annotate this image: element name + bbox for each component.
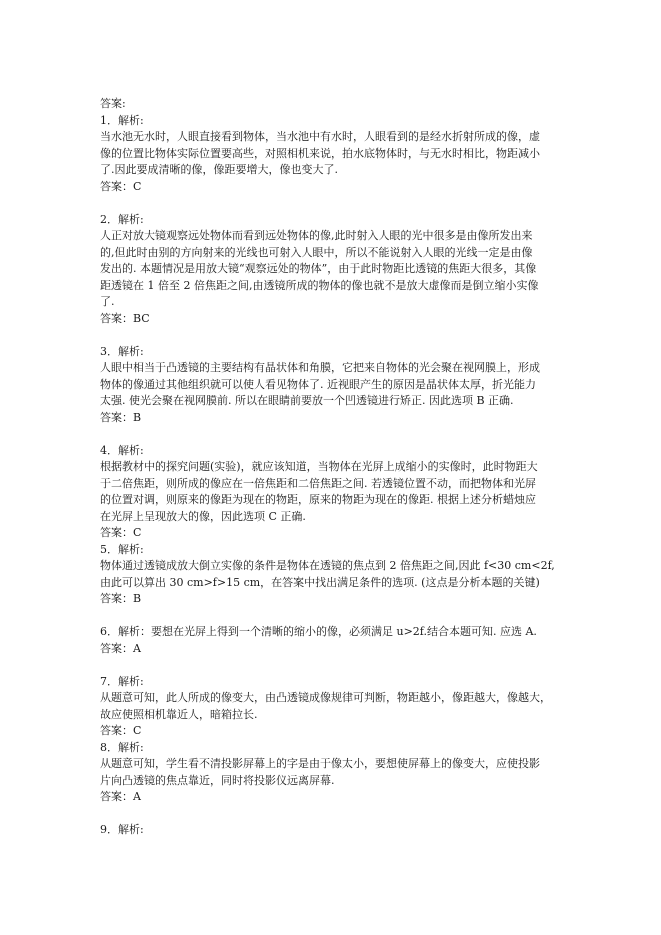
item-number: 6．解析：要想在光屏上得到一个清晰的缩小的像，必须满足 u>2f.结合本题可知. 应选 A. [100, 625, 537, 638]
item-number: 5．解析: [100, 542, 144, 556]
explanation-line: 发出的. 本题情况是用放大镜“观察远处的物体”，由于此时物距比透镜的焦距大很多，其像 [100, 262, 537, 275]
explanation-line: 了.因此要成清晰的像，像距要增大，像也变大了. [100, 163, 338, 176]
explanation-line: 在光屏上呈现放大的像，因此选项 C 正确. [100, 509, 306, 523]
answer-item-8 [100, 740, 570, 806]
item-number: 9．解析: [100, 823, 144, 836]
answer-line: 答案：A [100, 790, 141, 803]
explanation-line: 由此可以算出 30 cm>f>15 cm，在答案中找出满足条件的选项. (这点是分析本题的关键) [100, 575, 540, 589]
explanation-line: 物体通过透镜成放大倒立实像的条件是物体在透镜的焦点到 2 倍焦距之间,因此 f<30 cm<2f, [100, 559, 555, 572]
explanation-line: 的,但此时由别的方向射来的光线也可射入人眼中，所以不能说射入人眼的光线一定是由像 [100, 245, 533, 259]
item-number: 2．解析: [100, 212, 144, 226]
answer-item-3 [100, 344, 570, 427]
explanation-line: 像的位置比物体实际位置要高些，对照相机来说，拍水底物体时，与无水时相比，物距减小 [100, 146, 540, 160]
answer-line: 答案：B [100, 410, 142, 424]
answers-header: 答案: [100, 97, 126, 110]
explanation-line: 人正对放大镜观察远处物体而看到远处物体的像,此时射入人眼的光中很多是由像所发出来 [100, 229, 533, 242]
explanation-line: 从题意可知，此人所成的像变大，由凸透镜成像规律可判断，物距越小，像距越大，像越大， [100, 691, 551, 704]
item-number: 3．解析: [100, 344, 144, 358]
explanation-line: 太强. 使光会聚在视网膜前. 所以在眼睛前要放一个凹透镜进行矫正. 因此选项 B 正确. [100, 394, 514, 407]
answer-line: 答案：BC [100, 311, 150, 325]
item-number: 1．解析: [100, 113, 144, 127]
answer-line: 答案：C [100, 179, 142, 193]
item-number: 8．解析: [100, 740, 144, 754]
explanation-line: 距透镜在 1 倍至 2 倍焦距之间,由透镜所成的物体的像也就不是放大虚像而是倒立缩小实像 [100, 278, 539, 292]
answer-item-9 [100, 822, 570, 839]
explanation-line: 故应使照相机靠近人，暗箱拉长. [100, 707, 258, 721]
answer-item-1 [100, 113, 570, 196]
explanation-line: 片向凸透镜的焦点靠近，同时将投影仪远离屏幕. [100, 773, 335, 787]
explanation-line: 物体的像通过其他组织就可以使人看见物体了. 近视眼产生的原因是晶状体太厚，折光能力 [100, 377, 536, 391]
item-number: 7．解析: [100, 674, 144, 688]
explanation-line: 了. [100, 295, 115, 308]
answer-line: 答案：C [100, 526, 142, 539]
answer-item-6 [100, 624, 570, 657]
answer-line: 答案：A [100, 641, 141, 655]
answer-item-7 [100, 674, 570, 740]
document-page [100, 96, 570, 839]
answer-item-5 [100, 542, 570, 608]
answer-item-4 [100, 443, 570, 542]
answer-item-2 [100, 212, 570, 328]
explanation-line: 人眼中相当于凸透镜的主要结构有晶状体和角膜，它把来自物体的光会聚在视网膜上，形成 [100, 361, 540, 374]
explanation-line: 从题意可知，学生看不清投影屏幕上的字是由于像太小，要想使屏幕上的像变大，应使投影 [100, 757, 540, 770]
answer-line: 答案：C [100, 724, 142, 737]
item-number: 4．解析: [100, 443, 144, 457]
explanation-line: 当水池无水时，人眼直接看到物体，当水池中有水时，人眼看到的是经水折射所成的像，虚 [100, 130, 540, 143]
explanation-line: 于二倍焦距，则所成的像应在一倍焦距和二倍焦距之间. 若透镜位置不动，而把物体和光屏 [100, 476, 536, 490]
answer-line: 答案：B [100, 592, 142, 605]
explanation-line: 根据教材中的探究问题(实验)，就应该知道，当物体在光屏上成缩小的实像时，此时物距大 [100, 460, 538, 473]
explanation-line: 的位置对调，则原来的像距为现在的物距，原来的物距为现在的像距. 根据上述分析蜡烛应 [100, 493, 536, 506]
